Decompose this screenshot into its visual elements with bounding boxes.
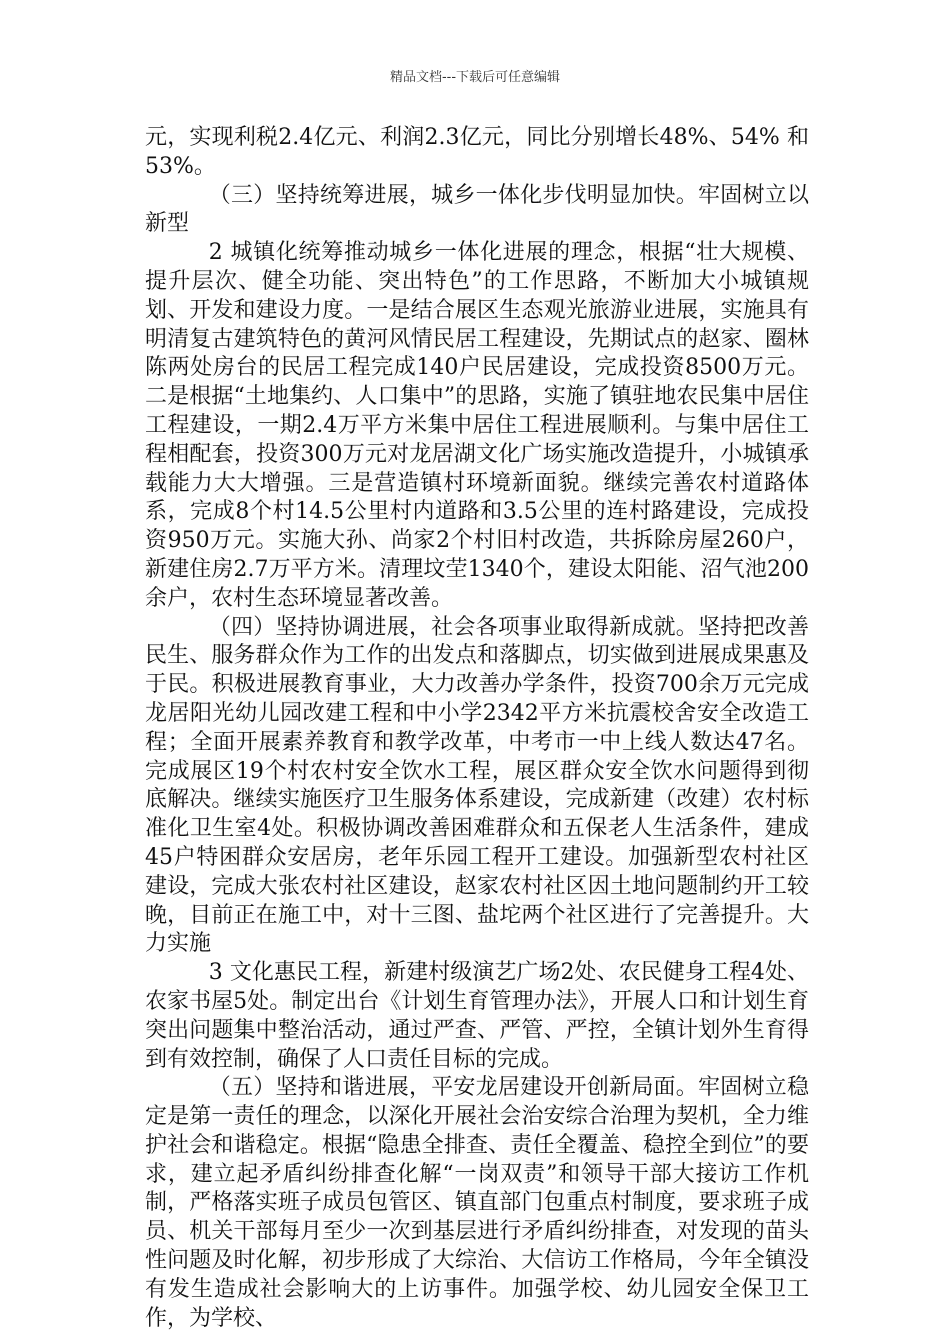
paragraph: 3 文化惠民工程，新建村级演艺广场2处、农民健身工程4处、农家书屋5处。制定出台《计划生育管理办法》，开展人口和计划生育突出问题集中整治活动，通过严查、严管、严控，全镇计划外生育得到有效控制，确保了人口责任目标的完成。: [145, 960, 809, 1072]
paragraph: （三）坚持统筹进展，城乡一体化步伐明显加快。牢固树立以新型: [145, 182, 809, 237]
page-header: 精品文档---下载后可任意编辑: [389, 70, 561, 85]
paragraph: （五）坚持和谐进展，平安龙居建设开创新局面。牢固树立稳定是第一责任的理念，以深化开展社会治安综合治理为契机，全力维护社会和谐稳定。根据“隐患全排查、责任全覆盖、稳控全到位”的要求，建立起矛盾纠纷排查化解“一岗双责”和领导干部大接访工作机制，严格落实班子成员包管区、镇直部门包重点村制度，要求班子成员、机关干部每月至少一次到基层进行矛盾纠纷排查，对发现的苗头性问题及时化解，初步形成了大综治、大信访工作格局，今年全镇没有发生造成社会影响大的上访事件。加强学校、幼儿园安全保卫工作，为学校、: [145, 1075, 809, 1331]
paragraph: （四）坚持协调进展，社会各项事业取得新成就。坚持把改善民生、服务群众作为工作的出发点和落脚点，切实做到进展成果惠及于民。积极进展教育事业，大力改善办学条件，投资700余万元完成龙居阳光幼儿园改建工程和中小学2342平方米抗震校舍安全改造工程；全面开展素养教育和教学改革，中考市一中上线人数达47名。完成展区19个村农村安全饮水工程，展区群众安全饮水问题得到彻底解决。继续实施医疗卫生服务体系建设，完成新建（改建）农村标准化卫生室4处。积极协调改善困难群众和五保老人生活条件，建成45户特困群众安居房，老年乐园工程开工建设。加强新型农村社区建设，完成大张农村社区建设，赵家农村社区因土地问题制约开工较晚，目前正在施工中，对十三图、盐坨两个社区进行了完善提升。大力实施: [145, 614, 809, 957]
paragraph: 2 城镇化统筹推动城乡一体化进展的理念，根据“壮大规模、提升层次、健全功能、突出特色”的工作思路，不断加大小城镇规划、开发和建设力度。一是结合展区生态观光旅游业进展，实施具有明清复古建筑特色的黄河风情民居工程建设，先期试点的赵家、圈林陈两处房台的民居工程完成140户民居建设，完成投资8500万元。二是根据“土地集约、人口集中”的思路，实施了镇驻地农民集中居住工程建设，一期2.4万平方米集中居住工程进展顺利。与集中居住工程相配套，投资300万元对龙居湖文化广场实施改造提升，小城镇承载能力大大增强。三是营造镇村环境新面貌。继续完善农村道路体系，完成8个村14.5公里村内道路和3.5公里的连村路建设，完成投资950万元。实施大孙、尚家2个村旧村改造，共拆除房屋260户，新建住房2.7万平方米。清理坟茔1340个，建设太阳能、沼气池200余户，农村生态环境显著改善。: [145, 240, 809, 611]
document-body: [145, 124, 809, 1333]
paragraph: 元，实现利税2.4亿元、利润2.3亿元，同比分别增长48%、54% 和53%。: [145, 125, 809, 179]
